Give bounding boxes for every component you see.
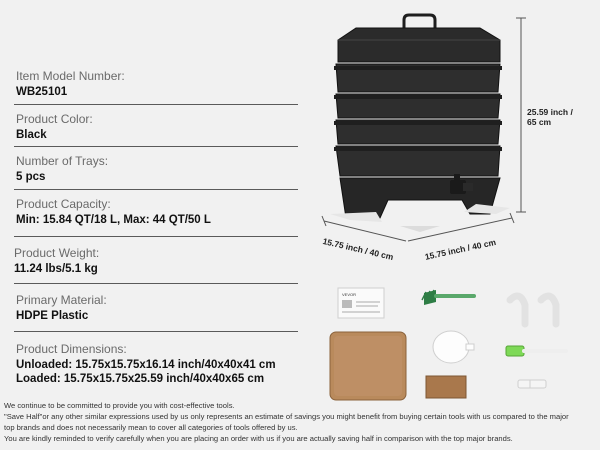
- spec-label: Product Color:: [16, 112, 93, 126]
- spec-label: Primary Material:: [16, 293, 107, 307]
- footnote-line: "Save Half"or any other similar expressions used by us only represents an estimate of savings you might benefit from buying certain tools with us compared to the major: [4, 412, 569, 421]
- spec-label: Product Capacity:: [16, 197, 111, 211]
- coir-block-small: [426, 376, 466, 398]
- spec-label: Item Model Number:: [16, 69, 125, 83]
- height-dimension-label: [527, 107, 573, 127]
- spec-value: Unloaded: 15.75x15.75x16.14 inch/40x40x41 cm: [16, 359, 276, 371]
- spatula: [506, 346, 566, 356]
- height-dimension-text: 25.59 inch /: [527, 107, 573, 117]
- tray-1: [334, 64, 502, 92]
- spec-value: 11.24 lbs/5.1 kg: [14, 263, 98, 275]
- width-dimension-label: 15.75 inch / 40 cm: [424, 236, 497, 262]
- instruction-manual: [338, 288, 384, 318]
- spec-label: Product Weight:: [14, 246, 100, 260]
- tray-4: [334, 146, 502, 176]
- hand-rake: [422, 290, 474, 305]
- footnote-line: You are kindly reminded to verify carefully when you are placing an order with us if you are actually saving half in comparison with the top major brands.: [4, 434, 513, 443]
- footnote-line: We continue to be committed to provide you with cost-effective tools.: [4, 401, 235, 410]
- measuring-cup: [433, 331, 474, 363]
- coir-block-large: [330, 332, 406, 400]
- spec-value-secondary: Loaded: 15.75x15.75x25.59 inch/40x40x65 cm: [16, 373, 265, 385]
- spec-value: HDPE Plastic: [16, 310, 89, 322]
- paper-roll: [518, 380, 546, 388]
- bin-base: [330, 178, 510, 232]
- depth-dimension-label: 15.75 inch / 40 cm: [321, 236, 395, 263]
- spec-value: Black: [16, 129, 47, 141]
- spec-label: Product Dimensions:: [16, 342, 127, 356]
- height-dimension-line: [516, 18, 526, 212]
- spec-value: WB25101: [16, 86, 68, 98]
- tray-2: [334, 94, 502, 118]
- bin-lid: [338, 28, 500, 62]
- spec-value: 5 pcs: [16, 171, 46, 183]
- height-dimension-text-metric: 65 cm: [527, 117, 552, 127]
- plastic-feet: [510, 296, 556, 324]
- spec-label: Number of Trays:: [16, 154, 109, 168]
- manual-brand-text: VEVOR: [342, 292, 357, 297]
- footnote-line: top brands and does not necessarily mean to cover all categories of tools offered by us.: [4, 423, 298, 432]
- faucet: [450, 174, 473, 194]
- tray-3: [334, 120, 502, 144]
- spec-value: Min: 15.84 QT/18 L, Max: 44 QT/50 L: [16, 214, 211, 226]
- footnote: [4, 400, 598, 444]
